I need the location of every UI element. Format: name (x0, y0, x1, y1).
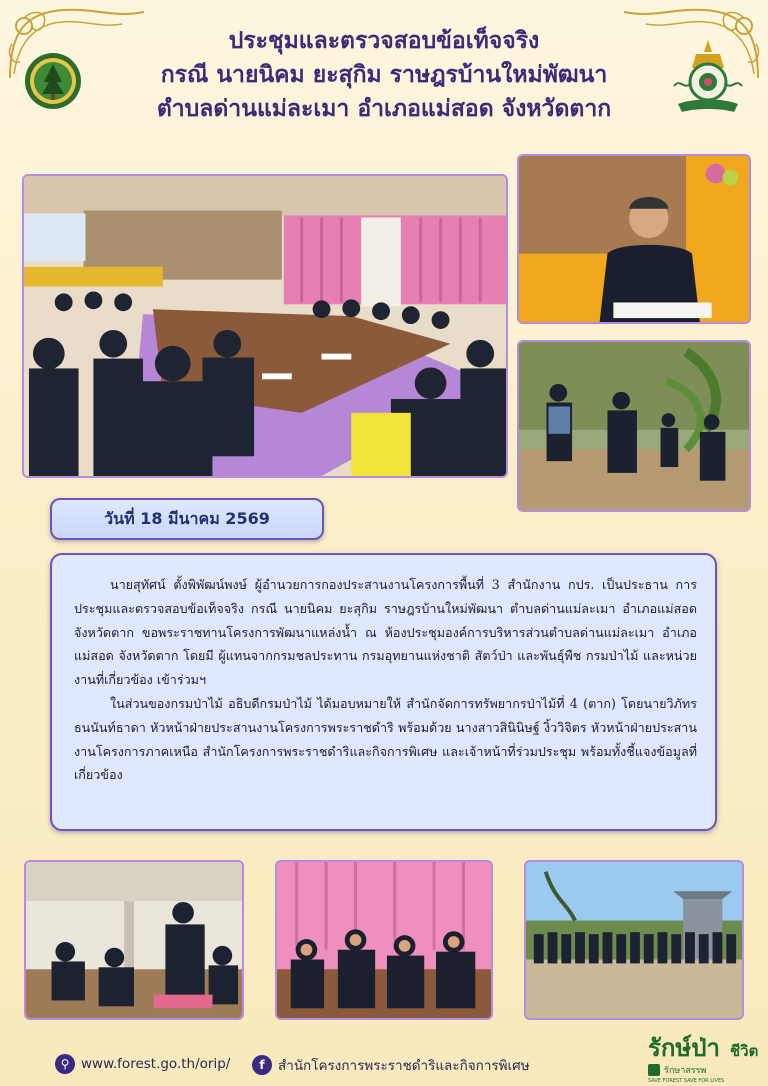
svg-text:รักษาสรรพ: รักษาสรรพ (664, 1066, 707, 1076)
page-title (140, 24, 628, 126)
svg-text:ชีวิต: ชีวิต (730, 1042, 759, 1060)
meeting-room-photo (22, 174, 508, 478)
date-label (50, 498, 324, 540)
title-line-2: กรณี นายนิคม ยะสุกิม ราษฎรบ้านใหม่พัฒนา (160, 62, 608, 88)
svg-text:รักษ์ป่า: รักษ์ป่า (648, 1034, 720, 1062)
website-url: www.forest.go.th/orip/ (81, 1056, 231, 1072)
royal-project-emblem (672, 38, 744, 116)
group-photo (524, 860, 744, 1020)
content-paragraph-1: นายสุทัศน์ ตั้งพิพัฒน์พงษ์ ผู้อำนวยการกองประสานงานโครงการพื้นที่ 3 สำนักงาน กปร. เป็นประธาน การประชุมและตรวจสอบข้อเท็จจริง กรณี นายนิคม ยะสุกิม ราษฎรบ้านใหม่พัฒนา ตำบลด่านแม่ละเมา อำเภอแม่สอด จังหวัดตาก ขอพระราชทานโครงการพัฒนาแหล่งน้ำ ณ ห้องประชุมองค์การบริหารส่วนตำบลด่านแม่ละเมา อำเภอแม่สอด จังหวัดตาก โดยมี ผู้แทนจากกรมชลประทาน กรมอุทยานแห่งชาติ สัตว์ป่า และพันธุ์พืช กรมป่าไม้ และหน่วยงานที่เกี่ยวข้อง เข้าร่วมฯ (74, 577, 697, 688)
forest-department-logo (24, 52, 82, 110)
field-inspection-photo (517, 340, 751, 512)
title-line-1: ประชุมและตรวจสอบข้อเท็จจริง (228, 28, 540, 54)
date-text: วันที่ 18 มีนาคม 2569 (104, 508, 270, 528)
content-paragraph-2: ในส่วนของกรมป่าไม้ อธิบดีกรมป่าไม้ ได้มอบหมายให้ สำนักจัดการทรัพยากรป่าไม้ที่ 4 (ตาก) โดยนายวิภัทร ธนนันท์ธาดา หัวหน้าฝ่ายประสานงานโครงการพระราชดำริ พร้อมด้วย นางสาวสินินิษฐ์ งิ้ววิจิตร หัวหน้าฝ่ายประสานงานโครงการภาคเหนือ สำนักโครงการพระราชดำริและกิจการพิเศษ และเจ้าหน้าที่ร่วมประชุม พร้อมทั้งชี้แจงข้อมูลที่เกี่ยวข้อง (74, 695, 697, 783)
title-line-3: ตำบลด่านแม่ละเมา อำเภอแม่สอด จังหวัดตาก (156, 96, 612, 122)
facebook-page-name: สำนักโครงการพระราชดำริและกิจการพิเศษ (278, 1058, 530, 1074)
chairman-speaking-photo (517, 154, 751, 324)
website-link[interactable] (55, 1054, 230, 1074)
facebook-icon: f (252, 1055, 272, 1075)
content-box (50, 553, 717, 831)
meeting-attendees-photo (275, 860, 493, 1020)
facebook-link[interactable] (252, 1054, 530, 1076)
search-icon: ⚲ (55, 1054, 75, 1074)
save-forest-brand-logo (644, 1026, 762, 1084)
meeting-speaker-photo (24, 860, 244, 1020)
svg-text:SAVE FOREST SAVE FOR LIVES: SAVE FOREST SAVE FOR LIVES (648, 1078, 725, 1084)
